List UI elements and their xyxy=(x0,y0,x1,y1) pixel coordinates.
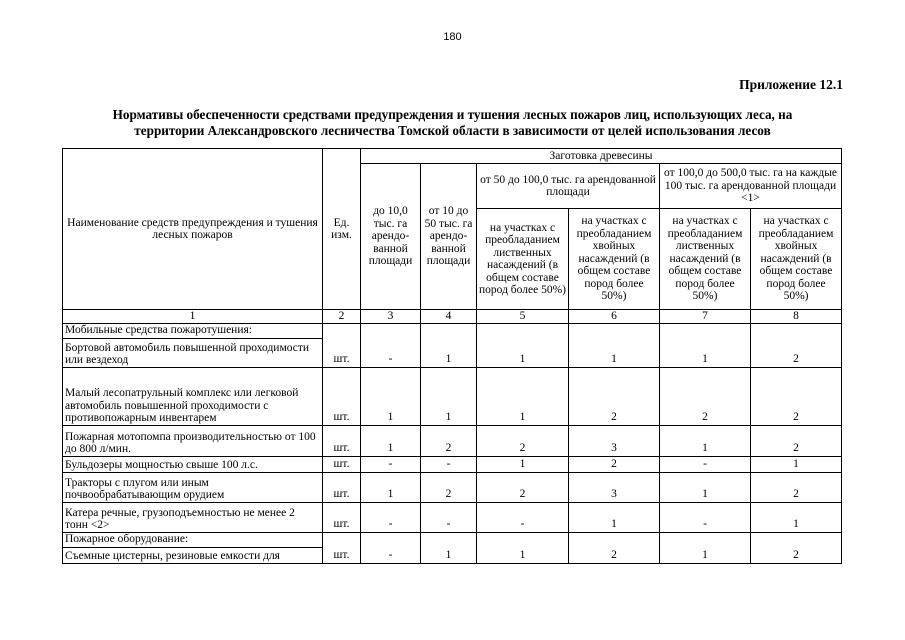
appendix-label: Приложение 12.1 xyxy=(739,77,843,92)
value-cell: 1 xyxy=(477,456,569,472)
header-coniferous-6: на участках с преобладанием хвойных насаждений (в общем составе пород более 50%) xyxy=(569,209,660,310)
column-number: 8 xyxy=(751,310,842,324)
value-cell: 2 xyxy=(751,532,842,563)
value-cell: 2 xyxy=(421,472,477,502)
column-number: 5 xyxy=(477,310,569,324)
row-name: Бульдозеры мощностью свыше 100 л.с. xyxy=(63,456,323,472)
header-unit: Ед. изм. xyxy=(323,149,361,310)
value-cell: 1 xyxy=(361,425,421,456)
value-cell: - xyxy=(421,456,477,472)
value-cell: 1 xyxy=(660,472,751,502)
section-title-equipment: Пожарное оборудование: xyxy=(63,532,323,547)
table-row xyxy=(63,472,842,502)
column-number: 3 xyxy=(361,310,421,324)
column-number: 4 xyxy=(421,310,477,324)
header-col4: от 10 до 50 тыс. га арендо-ванной площади xyxy=(421,164,477,310)
header-group-100-500: от 100,0 до 500,0 тыс. га на каждые 100 тыс. га арендованной площади <1> xyxy=(660,164,842,209)
value-cell: 1 xyxy=(477,532,569,563)
unit-cell: шт. xyxy=(323,456,361,472)
unit-cell: шт. xyxy=(323,472,361,502)
column-number: 1 xyxy=(63,310,323,324)
value-cell: 2 xyxy=(751,425,842,456)
unit-cell: шт. xyxy=(323,323,361,367)
value-cell: 1 xyxy=(477,367,569,425)
value-cell: 1 xyxy=(569,323,660,367)
value-cell: 1 xyxy=(751,502,842,532)
value-cell: 2 xyxy=(751,323,842,367)
value-cell: 2 xyxy=(569,532,660,563)
value-cell: 3 xyxy=(569,425,660,456)
value-cell: 1 xyxy=(569,502,660,532)
value-cell: 1 xyxy=(751,456,842,472)
unit-cell: шт. xyxy=(323,425,361,456)
header-deciduous-5: на участках с преобладанием лиственных насаждений (в общем составе пород более 50%) xyxy=(477,209,569,310)
value-cell: 2 xyxy=(421,425,477,456)
value-cell: 1 xyxy=(660,532,751,563)
value-cell: 2 xyxy=(477,472,569,502)
table-row xyxy=(63,425,842,456)
column-number: 2 xyxy=(323,310,361,324)
value-cell: - xyxy=(477,502,569,532)
value-cell: - xyxy=(361,323,421,367)
document-title-line-1: Нормативы обеспеченности средствами предупреждения и тушения лесных пожаров лиц, использующих леса, на xyxy=(112,107,793,122)
row-name: Тракторы с плугом или иным почвообрабатывающим орудием xyxy=(63,472,323,502)
table-row xyxy=(63,456,842,472)
section-row xyxy=(63,532,842,547)
value-cell: 1 xyxy=(361,367,421,425)
value-cell: 1 xyxy=(660,425,751,456)
table-row xyxy=(63,502,842,532)
value-cell: - xyxy=(361,456,421,472)
row-name: Катера речные, грузоподъемностью не менее 2 тонн <2> xyxy=(63,502,323,532)
header-group-50-100: от 50 до 100,0 тыс. га арендованной площади xyxy=(477,164,660,209)
header-coniferous-8: на участках с преобладанием хвойных насаждений (в общем составе пород более 50%) xyxy=(751,209,842,310)
value-cell: 2 xyxy=(569,367,660,425)
value-cell: 1 xyxy=(361,472,421,502)
value-cell: 2 xyxy=(569,456,660,472)
value-cell: 2 xyxy=(660,367,751,425)
value-cell: 2 xyxy=(751,472,842,502)
norms-table xyxy=(62,148,842,564)
row-name: Съемные цистерны, резиновые емкости для xyxy=(63,547,323,563)
value-cell: 1 xyxy=(421,532,477,563)
unit-cell: шт. xyxy=(323,532,361,563)
value-cell: 1 xyxy=(421,323,477,367)
table-row xyxy=(63,367,842,425)
value-cell: 1 xyxy=(477,323,569,367)
row-name: Бортовой автомобиль повышенной проходимости или вездеход xyxy=(63,338,323,367)
document-title-line-2: территории Александровского лесничества Томской области в зависимости от целей использования лесов xyxy=(134,123,771,138)
unit-cell: шт. xyxy=(323,502,361,532)
value-cell: - xyxy=(361,502,421,532)
header-col3: до 10,0 тыс. га арендо-ванной площади xyxy=(361,164,421,310)
value-cell: 1 xyxy=(421,367,477,425)
value-cell: - xyxy=(660,456,751,472)
value-cell: 2 xyxy=(751,367,842,425)
row-name: Пожарная мотопомпа производительностью от 100 до 800 л/мин. xyxy=(63,425,323,456)
column-number-row xyxy=(63,310,842,324)
section-title-mobile: Мобильные средства пожаротушения: xyxy=(63,323,323,338)
page-number: 180 xyxy=(443,31,462,43)
value-cell: - xyxy=(660,502,751,532)
header-deciduous-7: на участках с преобладанием лиственных насаждений (в общем составе пород более 50%) xyxy=(660,209,751,310)
section-row xyxy=(63,323,842,338)
value-cell: - xyxy=(421,502,477,532)
header-harvest: Заготовка древесины xyxy=(361,149,842,164)
value-cell: 3 xyxy=(569,472,660,502)
value-cell: 2 xyxy=(477,425,569,456)
row-name: Малый лесопатрульный комплекс или легковой автомобиль повышенной проходимости с противопожарным инвентарем xyxy=(63,367,323,425)
header-name: Наименование средств предупреждения и тушения лесных пожаров xyxy=(63,149,323,310)
column-number: 6 xyxy=(569,310,660,324)
value-cell: 1 xyxy=(660,323,751,367)
document-title xyxy=(60,107,845,139)
value-cell: - xyxy=(361,532,421,563)
column-number: 7 xyxy=(660,310,751,324)
unit-cell: шт. xyxy=(323,367,361,425)
